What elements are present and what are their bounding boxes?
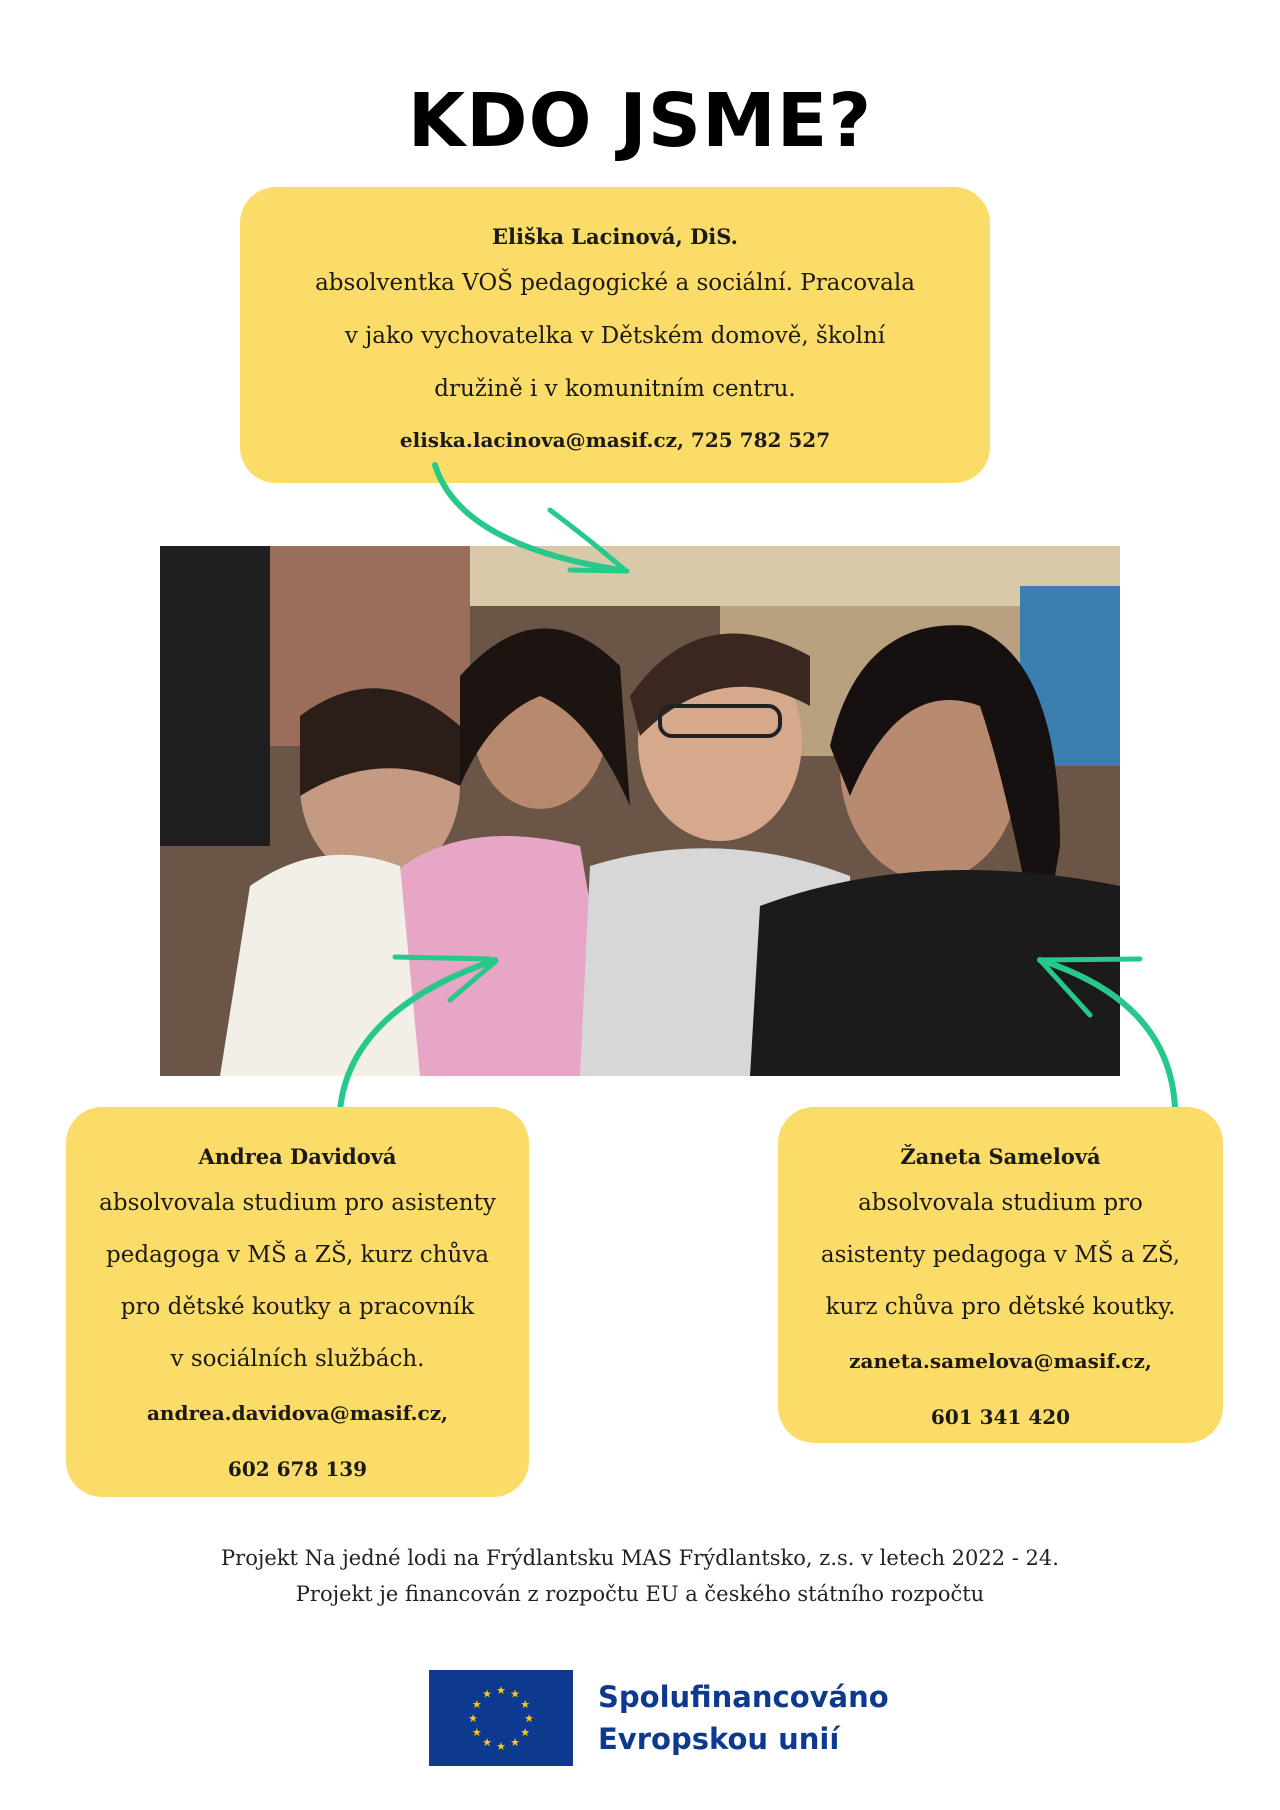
svg-text:★: ★ bbox=[520, 1698, 531, 1711]
profile-bio-line: pro dětské koutky a pracovník bbox=[120, 1294, 475, 1320]
footer-line: Projekt Na jedné lodi na Frýdlantsku MAS Frýdlantsko, z.s. v letech 2022 - 24. bbox=[221, 1546, 1059, 1570]
profile-card-eliska bbox=[240, 187, 990, 483]
profile-card-andrea bbox=[66, 1107, 529, 1497]
project-footer bbox=[0, 1540, 1280, 1612]
profile-name: Eliška Lacinová, DiS. bbox=[491, 224, 738, 249]
svg-text:★: ★ bbox=[520, 1726, 531, 1739]
footer-line: Projekt je financován z rozpočtu EU a českého státního rozpočtu bbox=[295, 1582, 985, 1606]
profile-card-zaneta bbox=[778, 1107, 1223, 1443]
profile-bio-line: absolvovala studium pro asistenty bbox=[99, 1190, 496, 1216]
profile-contact: andrea.davidova@masif.cz, bbox=[146, 1401, 449, 1425]
svg-text:★: ★ bbox=[471, 1698, 482, 1711]
svg-text:★: ★ bbox=[468, 1712, 478, 1725]
eu-cofinanced-label bbox=[598, 1676, 889, 1760]
profile-name: Andrea Davidová bbox=[198, 1144, 397, 1169]
profile-bio-line: absolvovala studium pro bbox=[858, 1190, 1143, 1216]
eu-label-line: Evropskou unií bbox=[598, 1722, 840, 1756]
profile-bio-line: kurz chůva pro dětské koutky. bbox=[825, 1294, 1176, 1320]
svg-text:★: ★ bbox=[471, 1726, 482, 1739]
profile-bio-line: absolventka VOŠ pedagogické a sociální. Pracovala bbox=[315, 270, 915, 296]
profile-bio-line: v jako vychovatelka v Dětském domově, školní bbox=[344, 323, 886, 349]
page-title: KDO JSME? bbox=[407, 78, 873, 164]
eu-flag-icon bbox=[429, 1670, 573, 1766]
profile-contact: 601 341 420 bbox=[930, 1405, 1071, 1429]
svg-text:★: ★ bbox=[510, 1687, 520, 1701]
svg-text:★: ★ bbox=[496, 1740, 506, 1753]
svg-text:★: ★ bbox=[482, 1687, 492, 1701]
svg-text:★: ★ bbox=[510, 1736, 520, 1750]
profile-name: Žaneta Samelová bbox=[900, 1144, 1101, 1169]
eu-label-line: Spolufinancováno bbox=[598, 1680, 889, 1714]
svg-text:★: ★ bbox=[482, 1736, 492, 1750]
profile-bio-line: družině i v komunitním centru. bbox=[434, 376, 796, 402]
profile-contact: eliska.lacinova@masif.cz, 725 782 527 bbox=[399, 428, 831, 452]
svg-text:★: ★ bbox=[524, 1712, 534, 1725]
svg-text:★: ★ bbox=[496, 1684, 506, 1697]
profile-bio-line: pedagoga v MŠ a ZŠ, kurz chůva bbox=[106, 1242, 489, 1268]
team-photo bbox=[160, 546, 1120, 1076]
profile-contact: zaneta.samelova@masif.cz, bbox=[849, 1349, 1152, 1373]
profile-bio-line: v sociálních službách. bbox=[170, 1346, 425, 1372]
profile-contact: 602 678 139 bbox=[227, 1457, 368, 1481]
profile-bio-line: asistenty pedagoga v MŠ a ZŠ, bbox=[820, 1242, 1181, 1268]
